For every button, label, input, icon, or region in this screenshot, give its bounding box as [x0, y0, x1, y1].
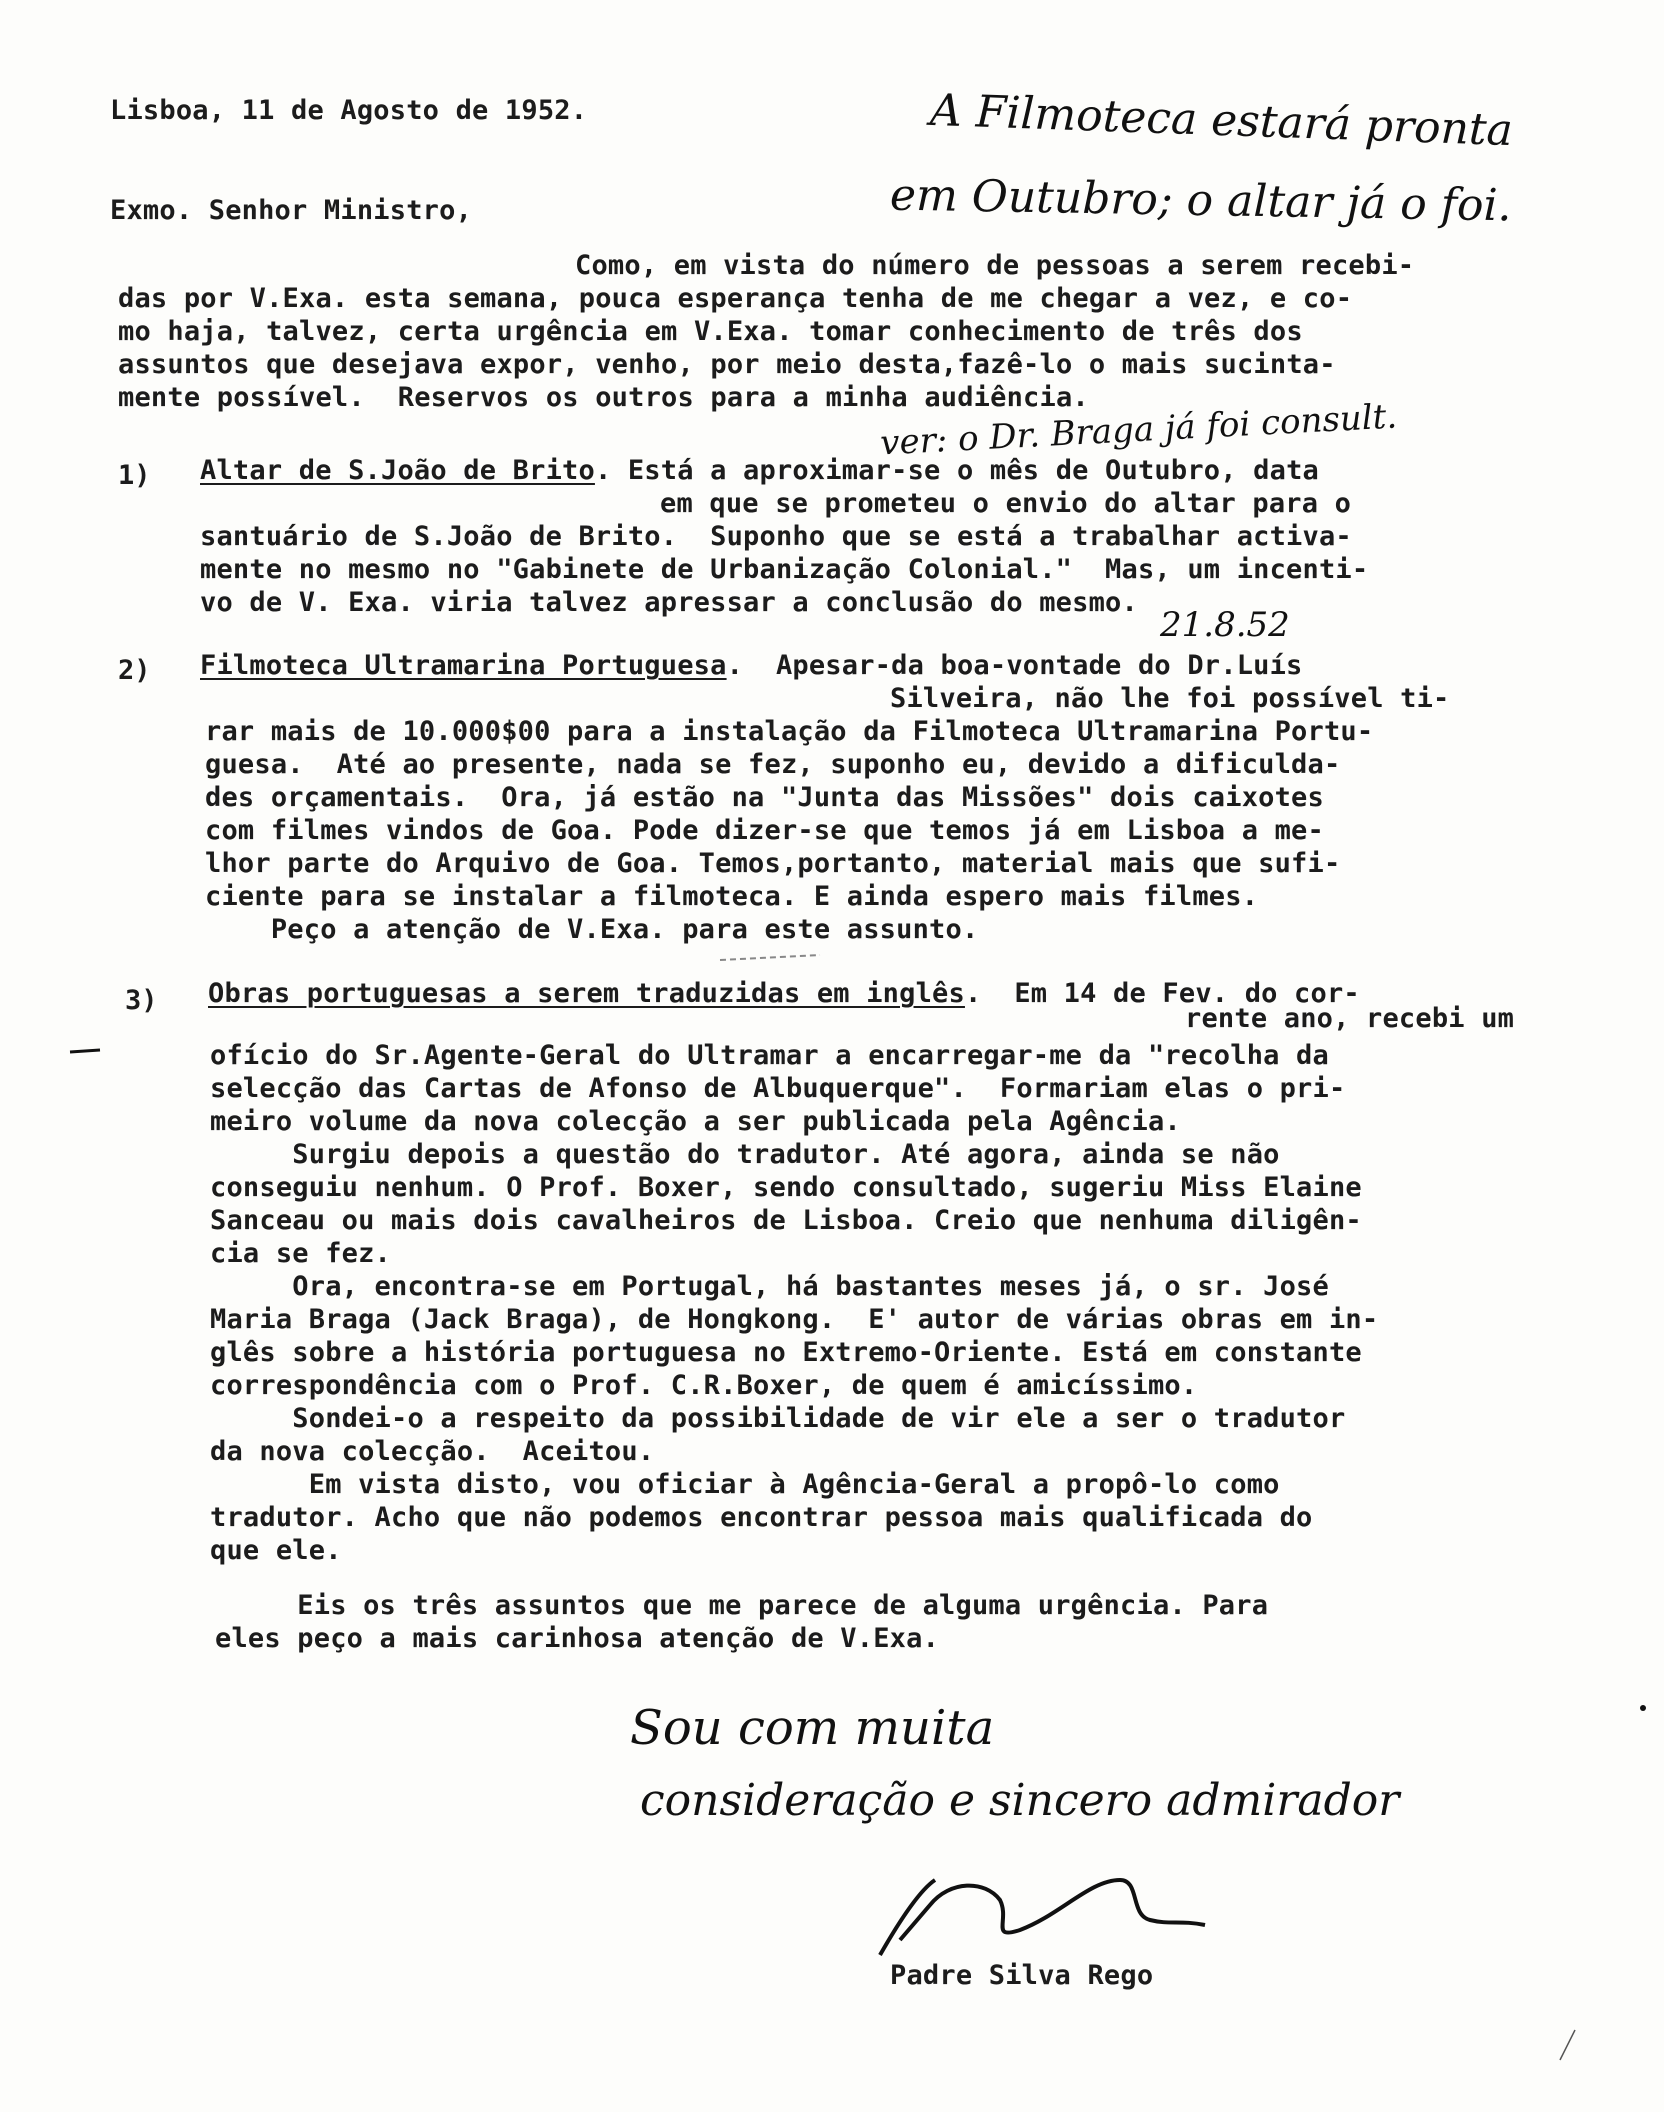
item-line: selecção das Cartas de Afonso de Albuquerque". Formariam elas o pri-: [210, 1073, 1346, 1104]
item-line: vo de V. Exa. viria talvez apressar a conclusão do mesmo.: [200, 587, 1138, 618]
handwritten-closing-line-2: consideração e sincero admirador: [640, 1775, 1400, 1826]
item-number: 1): [118, 460, 151, 491]
item-heading: Obras portuguesas a serem traduzidas em inglês: [208, 978, 965, 1009]
item-line: santuário de S.João de Brito. Suponho que se está a trabalhar activa-: [200, 521, 1352, 552]
item-line: Em vista disto, vou oficiar à Agência-Geral a propô-lo como: [210, 1469, 1280, 1500]
item-first-line-text: . Está a aproximar-se o mês de Outubro, data: [594, 455, 1319, 486]
item-line: Maria Braga (Jack Braga), de Hongkong. E' autor de várias obras em in-: [210, 1304, 1379, 1335]
item-line: rente ano, recebi um: [1185, 1003, 1515, 1034]
item-line: Silveira, não lhe foi possível ti-: [890, 683, 1450, 714]
item-line: guesa. Até ao presente, nada se fez, suponho eu, devido a dificulda-: [205, 749, 1341, 780]
handwritten-note-line-1: A Filmoteca estará pronta: [929, 84, 1514, 157]
item-line: cia se fez.: [210, 1238, 392, 1269]
item-line: mente no mesmo no "Gabinete de Urbanização Colonial." Mas, um incenti-: [200, 554, 1369, 585]
item-line: ciente para se instalar a filmoteca. E ainda espero mais filmes.: [205, 881, 1259, 912]
signature-scribble: [880, 1880, 1205, 1955]
item-line: da nova colecção. Aceitou.: [210, 1436, 655, 1467]
item-line: conseguiu nenhum. O Prof. Boxer, sendo consultado, sugeriu Miss Elaine: [210, 1172, 1362, 1203]
closing-line: Eis os três assuntos que me parece de alguma urgência. Para: [215, 1590, 1269, 1621]
handwritten-closing-line-1: Sou com muita: [630, 1700, 995, 1756]
closing-line: eles peço a mais carinhosa atenção de V.Exa.: [215, 1623, 940, 1654]
item-line: Peço a atenção de V.Exa. para este assunto.: [205, 914, 979, 945]
intro-line: Como, em vista do número de pessoas a serem recebi-: [575, 250, 1415, 281]
margin-mark: [1560, 2030, 1575, 2060]
item-line: tradutor. Acho que não podemos encontrar pessoa mais qualificada do: [210, 1502, 1313, 1533]
stray-mark: [720, 955, 820, 960]
intro-line: mente possível. Reservos os outros para a minha audiência.: [118, 382, 1089, 413]
item-line: glês sobre a história portuguesa no Extremo-Oriente. Está em constante: [210, 1337, 1362, 1368]
item-line: rar mais de 10.000$00 para a instalação da Filmoteca Ultramarina Portu-: [205, 716, 1374, 747]
page-speck: [1640, 1705, 1646, 1711]
item-heading: Altar de S.João de Brito: [200, 455, 595, 486]
item-line: ofício do Sr.Agente-Geral do Ultramar a encarregar-me da "recolha da: [210, 1040, 1329, 1071]
item-line: que ele.: [210, 1535, 342, 1566]
item-line: em que se prometeu o envio do altar para o: [660, 488, 1352, 519]
item-first-line-text: . Apesar-da boa-vontade do Dr.Luís: [726, 650, 1303, 681]
item-line: Sondei-o a respeito da possibilidade de vir ele a ser o tradutor: [210, 1403, 1346, 1434]
item-line: Ora, encontra-se em Portugal, há bastantes meses já, o sr. José: [210, 1271, 1329, 1302]
item-line: des orçamentais. Ora, já estão na "Junta das Missões" dois caixotes: [205, 782, 1324, 813]
handwritten-margin-note: ver: o Dr. Braga já foi consult.: [879, 396, 1399, 464]
intro-line: mo haja, talvez, certa urgência em V.Exa. tomar conhecimento de três dos: [118, 316, 1303, 347]
margin-mark: [70, 1050, 100, 1052]
salutation: Exmo. Senhor Ministro,: [110, 195, 473, 226]
item-first-line-text: . Em 14 de Fev. do cor-: [964, 978, 1360, 1009]
item-line: meiro volume da nova colecção a ser publicada pela Agência.: [210, 1106, 1181, 1137]
item-line: correspondência com o Prof. C.R.Boxer, de quem é amicíssimo.: [210, 1370, 1198, 1401]
intro-line: assuntos que desejava expor, venho, por meio desta,fazê-lo o mais sucinta-: [118, 349, 1336, 380]
item-line: lhor parte do Arquivo de Goa. Temos,portanto, material mais que sufi-: [205, 848, 1341, 879]
item-heading: Filmoteca Ultramarina Portuguesa: [200, 650, 727, 681]
item-line: Surgiu depois a questão do tradutor. Até agora, ainda se não: [210, 1139, 1280, 1170]
item-number: 2): [118, 655, 151, 686]
handwritten-date: 21.8.52: [1160, 605, 1290, 645]
item-line: Sanceau ou mais dois cavalheiros de Lisboa. Creio que nenhuma diligên-: [210, 1205, 1362, 1236]
intro-line: das por V.Exa. esta semana, pouca esperança tenha de me chegar a vez, e co-: [118, 283, 1353, 314]
item-line: com filmes vindos de Goa. Pode dizer-se que temos já em Lisboa a me-: [205, 815, 1324, 846]
item-number: 3): [125, 985, 158, 1016]
handwritten-note-line-2: em Outubro; o altar já o foi.: [889, 169, 1512, 232]
signature-name: Padre Silva Rego: [890, 1960, 1154, 1991]
date-line: Lisboa, 11 de Agosto de 1952.: [110, 95, 588, 126]
